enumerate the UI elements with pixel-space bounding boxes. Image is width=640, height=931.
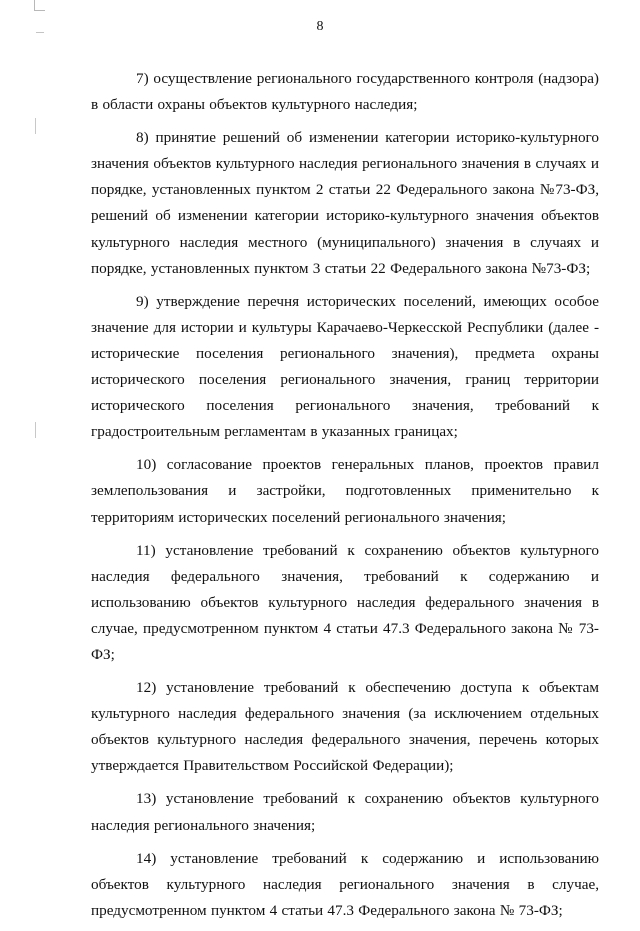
list-item-12: 12) установление требований к обеспечению доступа к объектам культурного наследия федерального значения (за исключением отдельных объектов культурного наследия федерального значения, перечень которых утверждается Правительством Российской Федерации); [91,679,599,775]
scan-corner-mark [34,0,45,11]
scan-margin-tick [35,118,36,134]
list-item-10: 10) согласование проектов генеральных планов, проектов правил землепользования и застройки, подготовленных применительно к территориям исторических поселений регионального значения; [91,456,599,526]
page-number: 8 [316,19,324,34]
list-item-13: 13) установление требований к сохранению объектов культурного наследия регионального значения; [91,790,599,834]
list-item-9: 9) утверждение перечня исторических поселений, имеющих особое значение для истории и культуры Карачаево-Черкесской Республики (далее - исторические поселения регионального значения), предмета охраны исторического поселения регионального значения, границ территории исторического поселения регионального значения, требований к градостроительным регламентам в указанных границах; [91,292,599,441]
document-body [91,66,599,931]
list-item-11: 11) установление требований к сохранению объектов культурного наследия федерального значения, требований к содержанию и использованию объектов культурного наследия федерального значения в случае, предусмотренном пунктом 4 статьи 47.3 Федерального закона № 73-ФЗ; [91,541,599,663]
list-item-7: 7) осуществление регионального государственного контроля (надзора) в области охраны объектов культурного наследия; [91,70,599,114]
scan-margin-tick [35,422,36,438]
list-item-8: 8) принятие решений об изменении категории историко-культурного значения объектов культурного наследия регионального значения в случаях и порядке, установленных пунктом 2 статьи 22 Федерального закона №73-ФЗ, решений об изменении категории историко-культурного значения объектов культурного наследия местного (муниципального) значения в случаях и порядке, установленных пунктом 3 статьи 22 Федерального закона №73-ФЗ; [91,129,599,277]
list-item-14: 14) установление требований к содержанию и использованию объектов культурного наследия регионального значения в случае, предусмотренном пунктом 4 статьи 47.3 Федерального закона № 73-ФЗ; [91,849,599,919]
